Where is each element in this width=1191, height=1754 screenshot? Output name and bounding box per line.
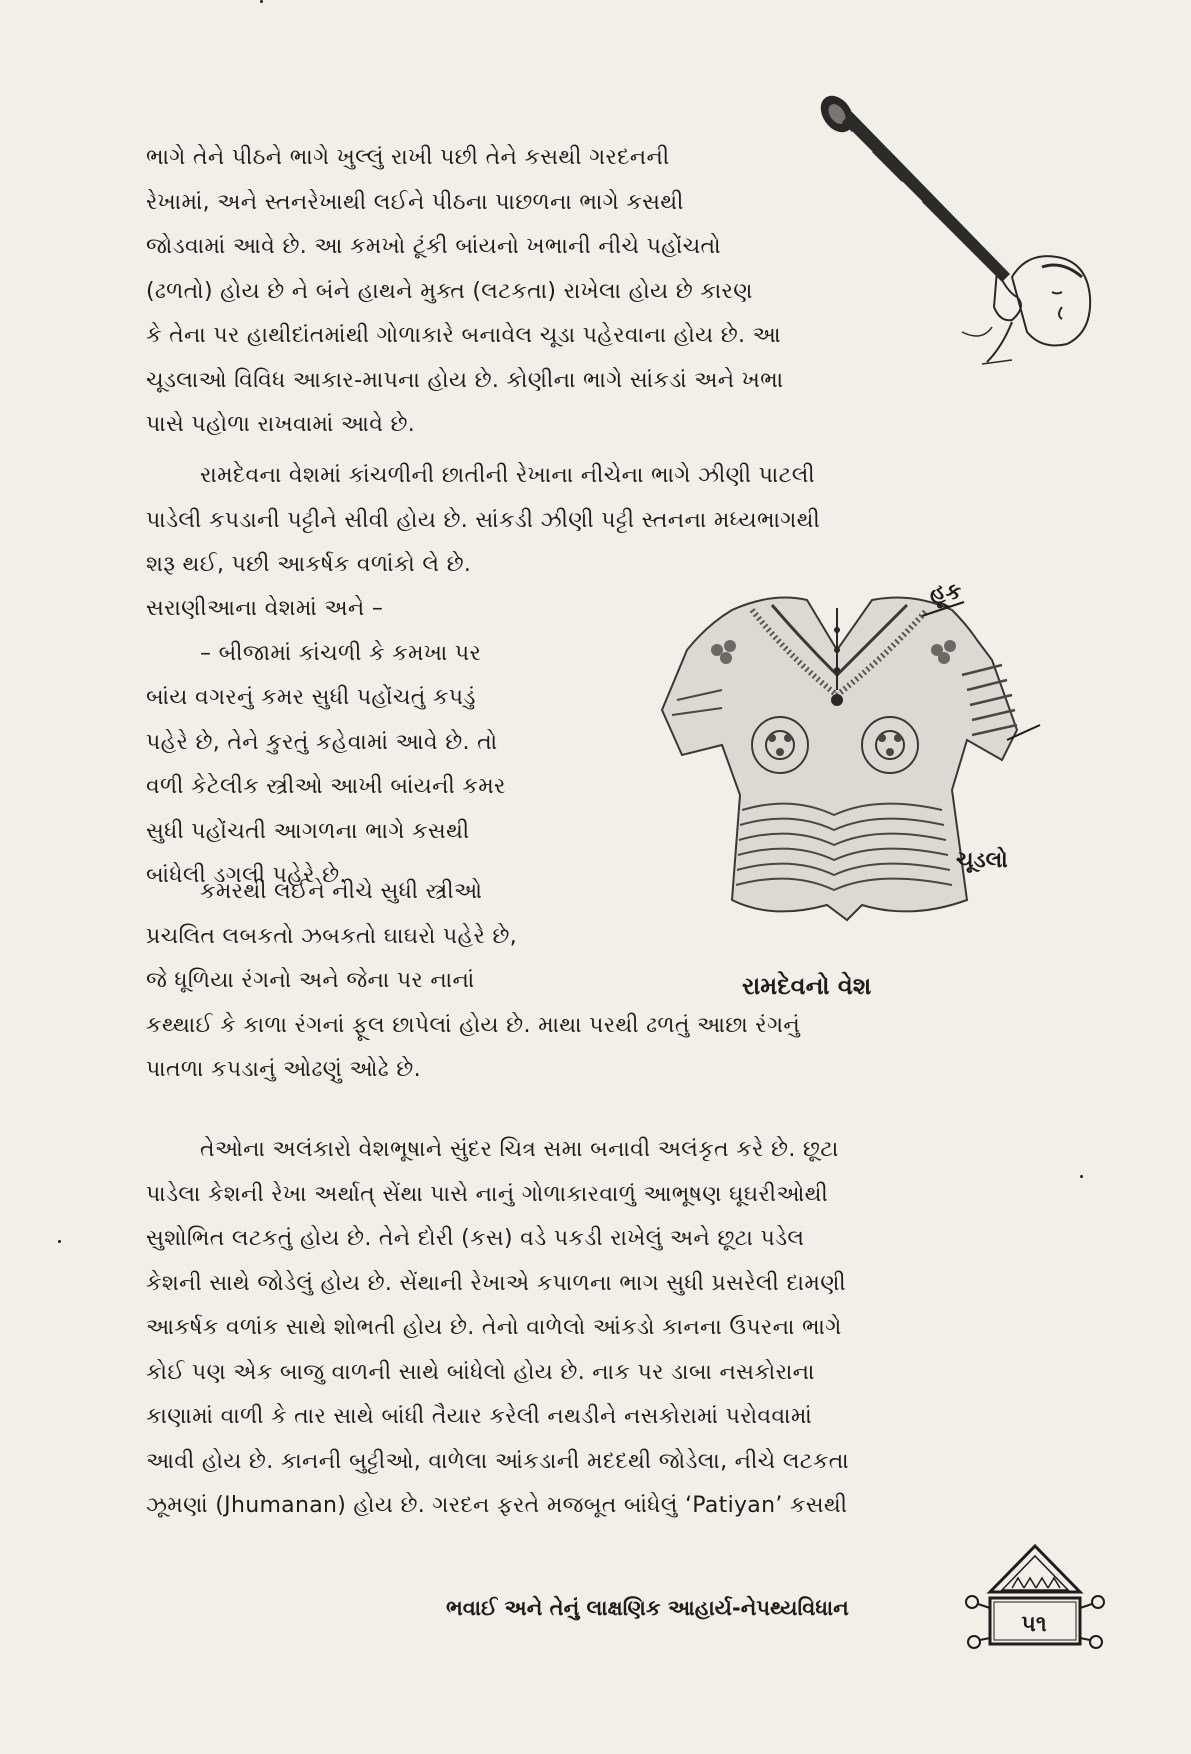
label-bangle: ચૂડલો — [956, 848, 1008, 873]
text-line: વળી કેટેલીક સ્ત્રીઓ આખી બાંયની કમર — [146, 774, 506, 799]
paragraph-2 — [146, 454, 1016, 588]
text-line: જોડવામાં આવે છે. આ કમખો ટૂંકી બાંયનો ખભાની નીચે પહોંચતો — [146, 234, 721, 259]
text-line: જે ધૂળિયા રંગનો અને જેના પર નાનાં — [146, 968, 475, 993]
text-line: કેશની સાથે જોડેલું હોય છે. સેંથાની રેખાએ કપાળના ભાગ સુધી પ્રસરેલી દામણી — [146, 1270, 846, 1296]
page-number-frame-ornament — [960, 1542, 1110, 1654]
text-line: ભાગે તેને પીઠને ભાગે ખુલ્લું રાખી પછી તેને કસથી ગરદનની — [146, 145, 670, 170]
paragraph-5 — [146, 1128, 1016, 1529]
text-line: સરાણીઆના વેશમાં અને – — [146, 596, 384, 621]
text-line: પ્રચલિત લબકતો ઝબકતો ઘાઘરો પહેરે છે, — [146, 923, 518, 949]
text-line: બાંય વગરનું કમર સુધી પહોંચતું કપડું — [146, 685, 476, 710]
text-line: બાંધેલી ડગલી પહેરે છે. — [146, 863, 347, 888]
text-line: ઝૂમણાં (Jhumanan) હોય છે. ગરદન ફરતે મજબૂત બાંધેલું ‘Patiyan’ કસથી — [146, 1493, 848, 1518]
running-footer: ભવાઈ અને તેનું લાક્ષણિક આહાર્ય-નેપથ્યવિધાન — [446, 1596, 849, 1620]
text-line: કથ્થાઈ કે કાળા રંગનાં ફૂલ છાપેલાં હોય છે. માથા પરથી ઢળતું આછા રંગનું — [146, 1012, 801, 1038]
text-line: રામદેવના વેશમાં કાંચળીની છાતીની રેખાના નીચેના ભાગે ઝીણી પાટલી — [200, 463, 815, 488]
text-line: આવી હોય છે. કાનની બુટ્ટીઓ, વાળેલા આંકડાની મદદથી જોડેલા, નીચે લટકતા — [146, 1448, 849, 1474]
text-line: સુધી પહોંચતી આગળના ભાગે કસથી — [146, 818, 470, 844]
page-number: ૫૧ — [1021, 1612, 1047, 1637]
scan-speck — [260, 0, 263, 3]
label-hook: હૂક — [930, 580, 962, 605]
text-line: કાણામાં વાળી કે તાર સાથે બાંધી તૈયાર કરેલી નથડીને નસકોરામાં પરોવવામાં — [146, 1404, 813, 1429]
text-line: ચૂડલાઓ વિવિધ આકાર-માપના હોય છે. કોણીના ભાગે સાંકડાં અને ખભા — [146, 367, 784, 393]
text-line: પાતળા કપડાનું ઓઢણું ઓઢે છે. — [146, 1057, 421, 1082]
paragraph-3 — [146, 587, 586, 899]
scan-speck — [58, 1240, 61, 1243]
text-line: સુશોભિત લટકતું હોય છે. તેને દોરી (કસ) વડે પકડી રાખેલું અને છૂટા પડેલ — [146, 1226, 805, 1251]
text-line: કમરથી લઈને નીચે સુધી સ્ત્રીઓ — [200, 879, 483, 904]
text-line: તેઓના અલંકારો વેશભૂષાને સુંદર ચિત્ર સમા બનાવી અલંકૃત કરે છે. છૂટા — [200, 1137, 839, 1162]
text-line: (ઢળતો) હોય છે ને બંને હાથને મુક્ત (લટકતા) રાખેલા હોય છે કારણ — [146, 278, 753, 304]
text-line: આકર્ષક વળાંક સાથે શોભતી હોય છે. તેનો વાળેલો આંકડો કાનના ઉપરના ભાગે — [146, 1315, 842, 1340]
scan-speck — [1080, 1175, 1083, 1178]
text-line: પાડેલા કેશની રેખા અર્થાત્ સેંથા પાસે નાનું ગોળાકારવાળું આભૂષણ ઘૂઘરીઓથી — [146, 1181, 829, 1207]
text-line: – બીજામાં કાંચળી કે કમખા પર — [200, 640, 482, 666]
text-line: રેખામાં, અને સ્તનરેખાથી લઈને પીઠના પાછળના ભાગે કસથી — [146, 189, 684, 215]
text-line: કોઈ પણ એક બાજુ વાળની સાથે બાંધેલો હોય છે. નાક પર ડાબા નસકોરાના — [146, 1359, 815, 1385]
text-line: શરૂ થઈ, પછી આકર્ષક વળાંકો લે છે. — [146, 552, 472, 577]
text-line: પાડેલી કપડાની પટ્ટીને સીવી હોય છે. સાંકડી ઝીણી પટ્ટી સ્તનના મધ્યભાગથી — [146, 507, 821, 533]
paragraph-1 — [146, 136, 1016, 448]
blouse-illustration — [622, 580, 1052, 950]
text-line: પાસે પહોળા રાખવામાં આવે છે. — [146, 412, 416, 437]
text-line: કે તેના પર હાથીદાંતમાંથી ગોળાકારે બનાવેલ ચૂડા પહેરવાના હોય છે. આ — [146, 323, 781, 348]
text-line: પહેરે છે, તેને કુરતું કહેવામાં આવે છે. તો — [146, 729, 498, 755]
figure-caption: રામદેવનો વેશ — [742, 972, 872, 1000]
